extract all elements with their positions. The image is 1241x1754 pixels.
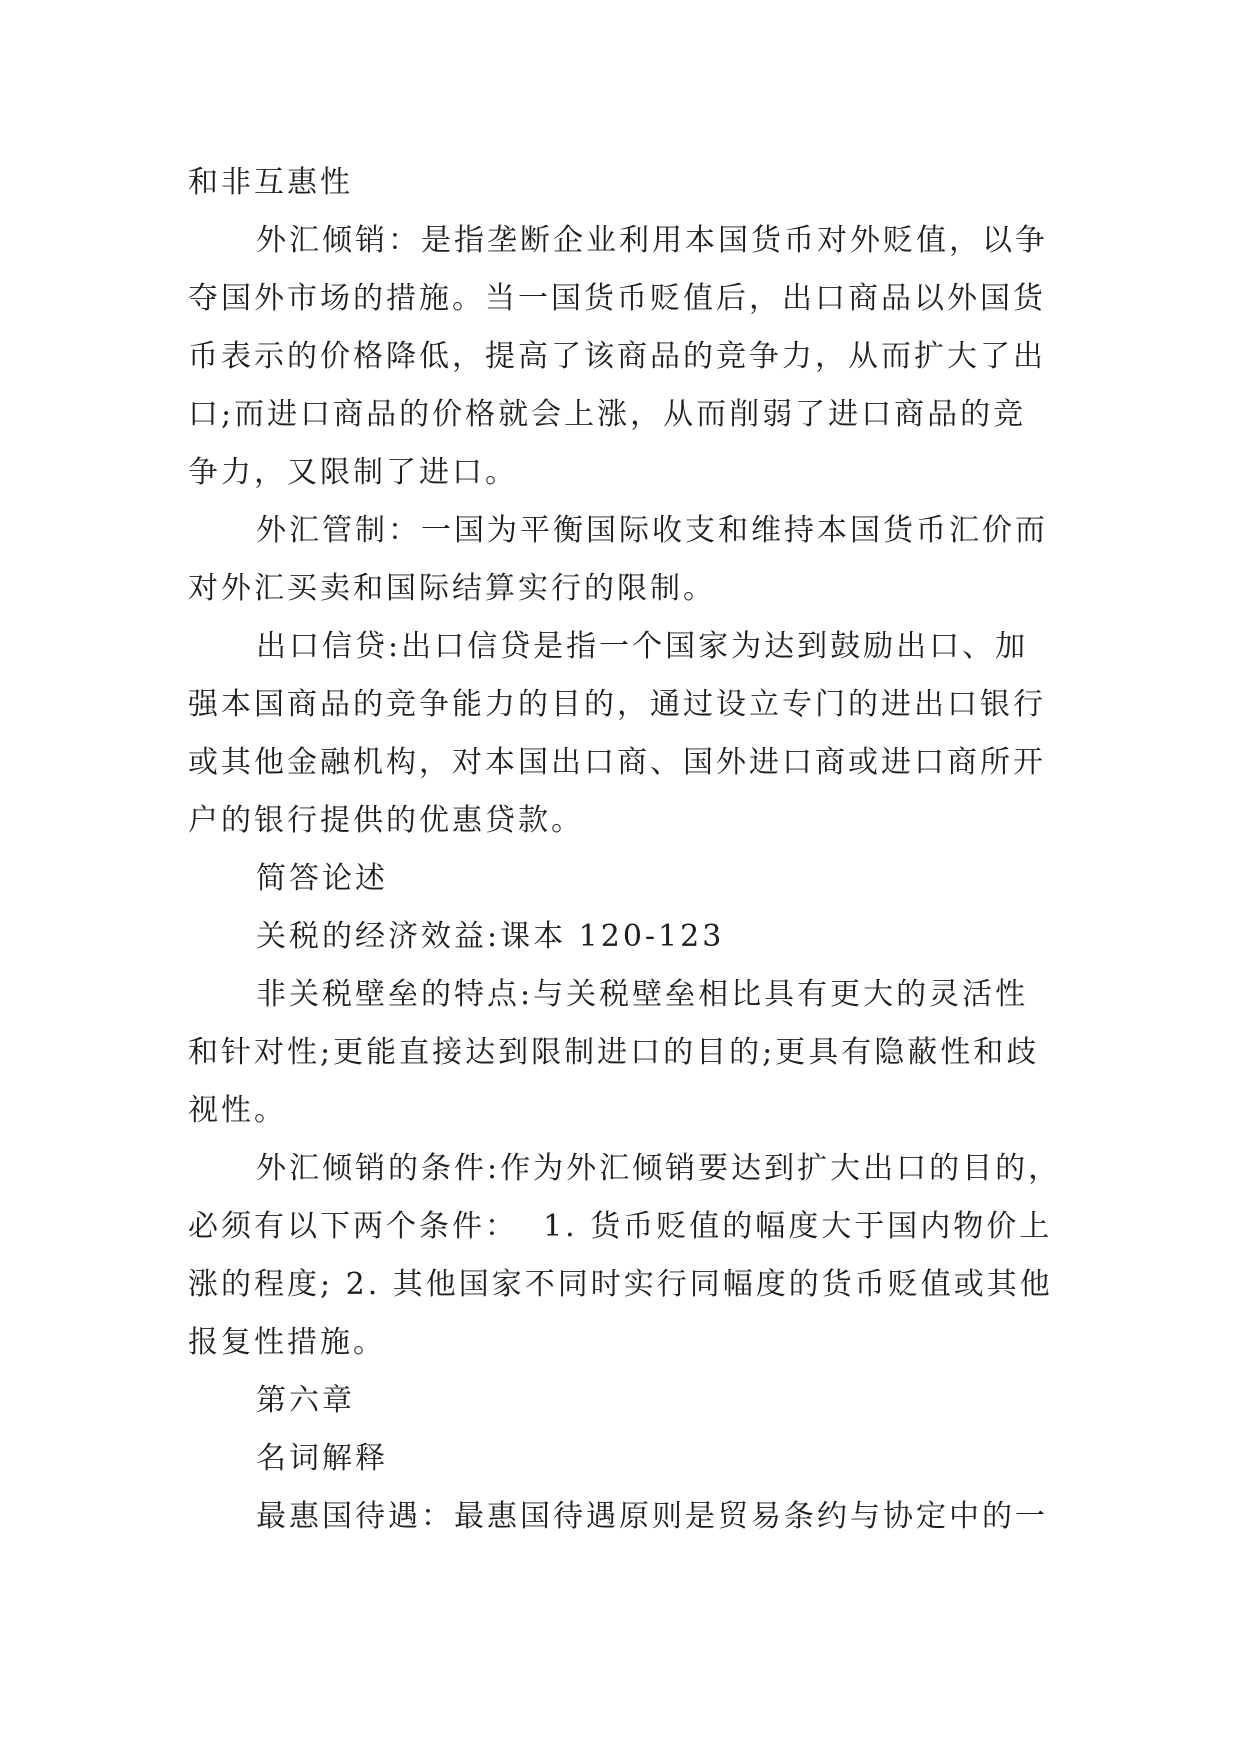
text-line: 户的银行提供的优惠贷款。: [188, 803, 584, 838]
paragraph-export-credit: [188, 618, 1121, 850]
text-line: 视性。: [188, 1093, 287, 1128]
text-line: 涨的程度; 2. 其他国家不同时实行同幅度的货币贬值或其他: [188, 1267, 1053, 1302]
paragraph-foreign-exchange-control: [188, 502, 1121, 618]
chapter-heading: [188, 1372, 1121, 1430]
section-heading: [188, 1430, 1121, 1488]
text-line: 最惠国待遇：最惠国待遇原则是贸易条约与协定中的一: [256, 1499, 1048, 1534]
text-line: 外汇倾销：是指垄断企业利用本国货币对外贬值，以争: [256, 223, 1048, 258]
heading-text: 简答论述: [256, 861, 388, 896]
text-line: 报复性措施。: [188, 1325, 386, 1360]
text-line: 争力，又限制了进口。: [188, 455, 518, 490]
paragraph-non-tariff-barriers: [188, 966, 1121, 1140]
text-line: 关税的经济效益:课本 120-123: [256, 919, 725, 954]
text-line: 外汇管制：一国为平衡国际收支和维持本国货币汇价而: [256, 513, 1048, 548]
text-line: 非关税壁垒的特点:与关税壁垒相比具有更大的灵活性: [256, 977, 1029, 1012]
text-line: 币表示的价格降低，提高了该商品的竞争力，从而扩大了出: [188, 339, 1046, 374]
text-line: 口;而进口商品的价格就会上涨，从而削弱了进口商品的竞: [188, 397, 1027, 432]
heading-text: 第六章: [256, 1383, 355, 1418]
text-line: 出口信贷:出口信贷是指一个国家为达到鼓励出口、加: [256, 629, 1029, 664]
paragraph-tariff-effects: [188, 908, 1121, 966]
paragraph-foreign-exchange-dumping: [188, 212, 1121, 502]
paragraph-dumping-conditions: [188, 1140, 1121, 1372]
text-line: 必须有以下两个条件： 1. 货币贬值的幅度大于国内物价上: [188, 1209, 1053, 1244]
text-line: 和非互惠性: [188, 165, 353, 200]
text-line: 对外汇买卖和国际结算实行的限制。: [188, 571, 716, 606]
paragraph-most-favored-nation: [188, 1488, 1121, 1546]
heading-text: 名词解释: [256, 1441, 388, 1476]
text-line: 和针对性;更能直接达到限制进口的目的;更具有隐蔽性和歧: [188, 1035, 1040, 1070]
text-line: 外汇倾销的条件:作为外汇倾销要达到扩大出口的目的，: [256, 1151, 1062, 1186]
text-line: 强本国商品的竞争能力的目的，通过设立专门的进出口银行: [188, 687, 1046, 722]
paragraph-continuation: [188, 154, 1121, 212]
section-heading: [188, 850, 1121, 908]
text-line: 夺国外市场的措施。当一国货币贬值后，出口商品以外国货: [188, 281, 1046, 316]
text-line: 或其他金融机构，对本国出口商、国外进口商或进口商所开: [188, 745, 1046, 780]
